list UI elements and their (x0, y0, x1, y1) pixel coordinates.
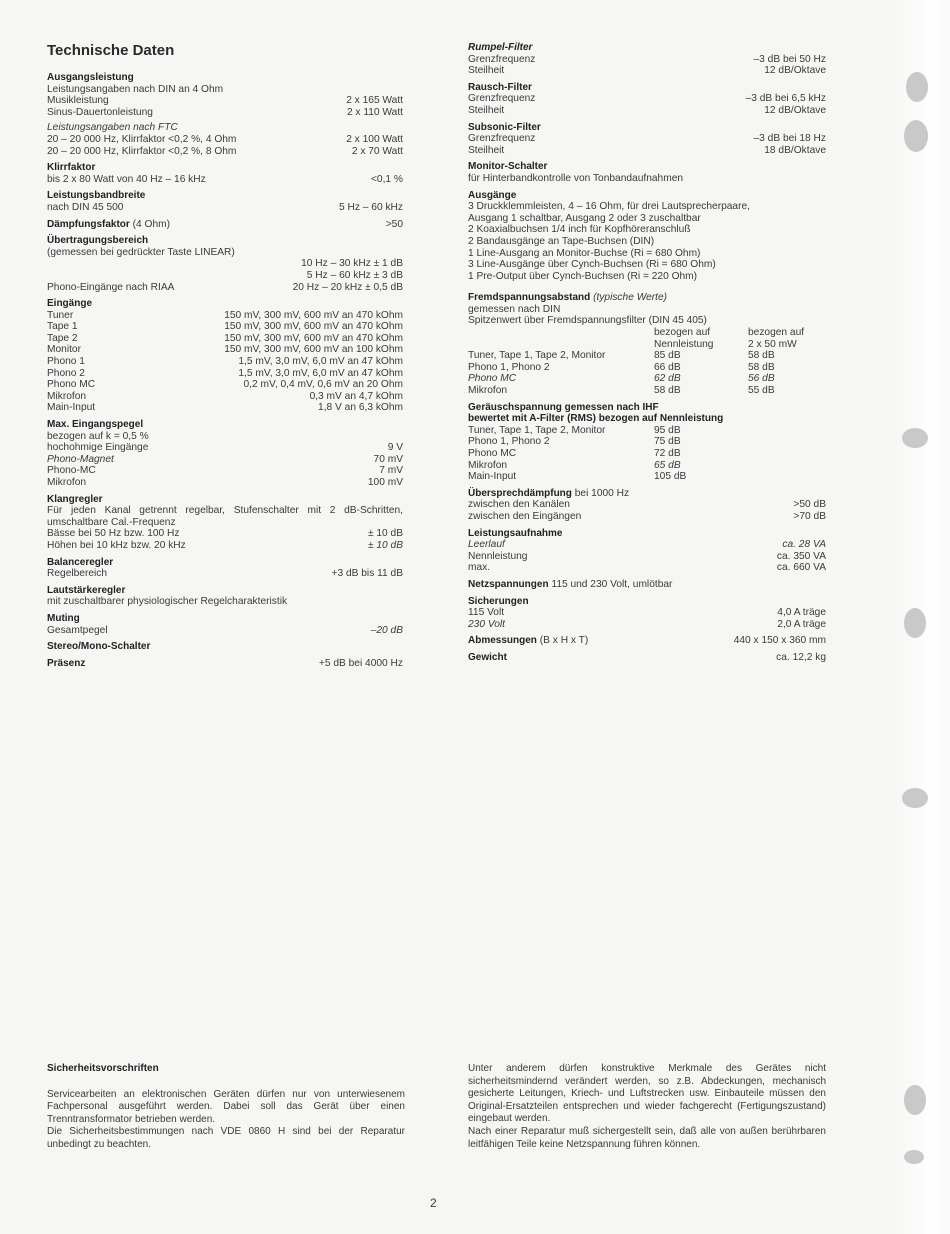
spec-row: Musikleistung 2 x 165 Watt (47, 95, 403, 107)
section-text: 3 Druckklemmleisten, 4 – 16 Ohm, für drei Lautsprecherpaare, (468, 201, 750, 213)
paragraph: Die Sicherheitsbestimmungen nach VDE 0860 H sind bei der Reparatur unbedingt zu beachten. (47, 1126, 405, 1150)
section-balanceregler (47, 557, 403, 580)
section-ausgaenge (468, 190, 826, 283)
section-text: mit zuschaltbarer physiologischer Regelcharakteristik (47, 596, 288, 608)
spec-row: 5 Hz – 60 kHz ± 3 dB (306, 269, 403, 281)
spec-row: Dämpfungsfaktor (4 Ohm) >50 (47, 218, 403, 230)
section-gewicht (468, 652, 826, 664)
binder-hole (902, 788, 928, 808)
section-heading: Stereo/Mono-Schalter (47, 641, 151, 653)
table-row: Tuner, Tape 1, Tape 2, Monitor 95 dB (468, 424, 681, 436)
spec-row: nach DIN 45 500 5 Hz – 60 kHz (47, 201, 403, 213)
section-praesenz (47, 658, 403, 670)
spec-row: Grenzfrequenz –3 dB bei 6,5 kHz (468, 93, 826, 105)
section-text: für Hinterbandkontrolle von Tonbandaufnahmen (468, 172, 684, 184)
section-rausch-filter (468, 82, 826, 117)
section-heading: Übersprechdämpfung (468, 487, 572, 499)
table-row: Phono 1, Phono 2 66 dB 58 dB (468, 361, 775, 373)
section-text: 1 Line-Ausgang an Monitor-Buchse (Ri = 680 Ohm) (468, 247, 701, 259)
section-text: Ausgang 1 schaltbar, Ausgang 2 oder 3 zuschaltbar (468, 212, 701, 224)
section-klirrfaktor (47, 162, 403, 185)
spec-row: Mikrofon 0,3 mV an 4,7 kOhm (47, 390, 403, 402)
section-heading: Leistungsbandbreite (47, 190, 146, 202)
section-text: 2 Bandausgänge an Tape-Buchsen (DIN) (468, 235, 655, 247)
section-lautstaerkeregler (47, 585, 403, 608)
section-fremdspannungsabstand: Fremdspannungsabstand (typische Werte) gemessen nach DIN Spitzenwert über Fremdspannungsfilter (DIN 45 405) bezogen auf bezogen auf Nennleistung 2 x 50 mW Tuner, Tape 1, Tape 2, Monitor 85 dB 58 dB Phono 1, Phono 2 66 dB 58 dB Phono MC 62 dB 56 dB Mikrofon 58 dB 55 dB (468, 292, 826, 396)
spec-row: Steilheit 12 dB/Oktave (468, 104, 826, 116)
spec-row: 20 – 20 000 Hz, Klirrfaktor <0,2 %, 4 Ohm 2 x 100 Watt (47, 133, 403, 145)
spec-row: Abmessungen (B x H x T) 440 x 150 x 360 mm (468, 635, 826, 647)
table-row: Main-Input 105 dB (468, 471, 687, 483)
section-text: (gemessen bei gedrückter Taste LINEAR) (47, 246, 235, 258)
table-row: Tuner, Tape 1, Tape 2, Monitor 85 dB 58 dB (468, 350, 775, 362)
table-row: Phono MC 62 dB 56 dB (468, 373, 775, 385)
section-subsonic-filter (468, 122, 826, 157)
section-heading: Übertragungsbereich (47, 235, 149, 247)
spec-row: Phono-Magnet 70 mV (47, 453, 403, 465)
section-text: Leistungsangaben nach DIN an 4 Ohm (47, 83, 224, 95)
section-sicherungen (468, 596, 826, 631)
section-leistungsbandbreite (47, 190, 403, 213)
section-heading: Netzspannungen (468, 578, 549, 590)
spec-row: Leerlauf ca. 28 VA (468, 539, 826, 551)
spec-row: Sinus-Dauertonleistung 2 x 110 Watt (47, 106, 403, 118)
section-heading: Monitor-Schalter (468, 161, 548, 173)
spec-row: Präsenz +5 dB bei 4000 Hz (47, 657, 403, 669)
page-title: Technische Daten (47, 42, 175, 59)
section-text: Spitzenwert über Fremdspannungsfilter (DIN 45 405) (468, 315, 707, 327)
binder-hole (904, 1150, 924, 1164)
section-heading: Balanceregler (47, 556, 114, 568)
section-heading: Abmessungen (468, 635, 537, 647)
section-eingaenge (47, 298, 403, 414)
section-heading: Max. Eingangspegel (47, 419, 144, 431)
section-heading: Fremdspannungsabstand (468, 292, 591, 304)
binder-hole (904, 120, 928, 152)
spec-row: Grenzfrequenz –3 dB bei 50 Hz (468, 53, 826, 65)
spec-row: 10 Hz – 30 kHz ± 1 dB (301, 258, 403, 270)
spec-row: Monitor 150 mV, 300 mV, 600 mV an 100 kOhm (47, 344, 403, 356)
section-heading: Sicherheitsvorschriften (47, 1063, 159, 1074)
spec-row: Nennleistung ca. 350 VA (468, 550, 826, 562)
section-heading: Lautstärkeregler (47, 584, 126, 596)
spec-row: Tuner 150 mV, 300 mV, 600 mV an 470 kOhm (47, 309, 403, 321)
section-netzspannungen: Netzspannungen 115 und 230 Volt, umlötbar (468, 578, 673, 590)
spec-row: bis 2 x 80 Watt von 40 Hz – 16 kHz <0,1 % (47, 173, 403, 185)
section-heading: Klirrfaktor (47, 162, 96, 174)
section-text: Für jeden Kanal getrennt regelbar, Stufenschalter mit 2 dB-Schritten, umschaltbare Cal.-Frequenz (47, 505, 403, 528)
spec-row: max. ca. 660 VA (468, 562, 826, 574)
section-uebersprechdaempfung: Übersprechdämpfung bei 1000 Hz zwischen den Kanälen >50 dB zwischen den Eingängen >70 dB (468, 487, 826, 522)
right-column (468, 42, 826, 669)
paragraph: Unter anderem dürfen konstruktive Merkmale des Gerätes nicht sicherheitsmindernd verändert werden, so z.B. Abdeckungen, mechanisch gesicherte Leitungen, Kriech- und Luftstrecken usw. Einbauteile müssen den Original-Ersatzteilen entsprechen und wieder fachgerecht (Fertigungszustand) eingebaut werden. (468, 1063, 826, 1125)
spec-row: Tape 2 150 mV, 300 mV, 600 mV an 470 kOhm (47, 332, 403, 344)
section-heading: Ausgangsleistung (47, 72, 134, 83)
spec-row: Mikrofon 100 mV (47, 477, 403, 488)
section-leistungsaufnahme (468, 528, 826, 574)
spec-row: zwischen den Eingängen >70 dB (468, 510, 826, 522)
binder-hole (902, 428, 928, 448)
spec-row: Gewicht ca. 12,2 kg (468, 651, 826, 663)
section-monitor-schalter (468, 161, 826, 184)
spec-row: hochohmige Eingänge 9 V (47, 442, 403, 454)
section-klangregler (47, 494, 403, 552)
section-text: 1 Pre-Output über Cynch-Buchsen (Ri = 220 Ohm) (468, 270, 698, 282)
section-heading: Leistungsaufnahme (468, 527, 563, 539)
spec-row: 20 – 20 000 Hz, Klirrfaktor <0,2 %, 8 Ohm 2 x 70 Watt (47, 145, 403, 157)
spec-row: Höhen bei 10 kHz bzw. 20 kHz ± 10 dB (47, 539, 403, 551)
paragraph: Servicearbeiten an elektronischen Geräten dürfen nur von unterwiesenem Fachpersonal ausgeführt werden. Dabei soll das Gerät über einen Trenntransformator betrieben werden. (47, 1088, 405, 1125)
section-heading: Sicherungen (468, 595, 529, 607)
table-row: Mikrofon 58 dB 55 dB (468, 385, 775, 397)
spec-row: Bässe bei 50 Hz bzw. 100 Hz ± 10 dB (47, 528, 403, 540)
spec-row: Grenzfrequenz –3 dB bei 18 Hz (468, 133, 826, 145)
section-heading: Rumpel-Filter (468, 42, 533, 53)
binder-hole (904, 608, 926, 638)
spec-row: zwischen den Kanälen >50 dB (468, 499, 826, 511)
spec-row: Regelbereich +3 dB bis 11 dB (47, 568, 403, 580)
safety-notes-right (468, 1063, 826, 1151)
paragraph: Nach einer Reparatur muß sichergestellt sein, daß alle von außen berührbaren leitfähigen Teile keine Netzspannung führen können. (468, 1125, 826, 1150)
section-geraeuschspannung (468, 402, 826, 483)
spec-row: 230 Volt 2,0 A träge (468, 618, 826, 630)
section-heading: Muting (47, 612, 80, 624)
section-rumpel-filter (468, 42, 826, 77)
page-number: 2 (430, 1196, 437, 1210)
section-heading: Geräuschspannung gemessen nach IHF (468, 401, 659, 413)
spec-row: Phono 1 1,5 mV, 3,0 mV, 6,0 mV an 47 kOhm (47, 356, 403, 368)
section-muting (47, 613, 403, 636)
spec-row: Tape 1 150 mV, 300 mV, 600 mV an 470 kOhm (47, 321, 403, 333)
section-uebertragungsbereich (47, 235, 403, 293)
spec-row: Main-Input 1,8 V an 6,3 kOhm (47, 402, 403, 414)
section-heading: Dämpfungsfaktor (47, 218, 130, 230)
spec-row: Steilheit 18 dB/Oktave (468, 144, 826, 156)
section-text: 2 Koaxialbuchsen 1/4 inch für Kopfhöreranschluß (468, 224, 691, 236)
safety-notes-left (47, 1063, 405, 1152)
table-row: Phono 1, Phono 2 75 dB (468, 436, 681, 448)
spec-row: Phono MC 0,2 mV, 0,4 mV, 0,6 mV an 20 Ohm (47, 379, 403, 391)
section-text: bezogen auf k = 0,5 % (47, 430, 149, 442)
spec-row: Phono-Eingänge nach RIAA 20 Hz – 20 kHz ± 0,5 dB (47, 281, 403, 293)
spec-row: Steilheit 12 dB/Oktave (468, 65, 826, 77)
section-heading: Klangregler (47, 493, 103, 505)
section-heading: Rausch-Filter (468, 81, 532, 93)
section-text: Leistungsangaben nach FTC (47, 122, 178, 134)
section-heading: Subsonic-Filter (468, 121, 541, 133)
section-ausgangsleistung (47, 72, 403, 157)
left-column (47, 42, 403, 674)
binder-hole (904, 1085, 926, 1115)
section-heading: Ausgänge (468, 189, 517, 201)
spec-row: Gesamtpegel –20 dB (47, 624, 403, 636)
section-abmessungen (468, 635, 826, 647)
section-heading: bewertet mit A-Filter (RMS) bezogen auf Nennleistung (468, 413, 724, 425)
section-text: 3 Line-Ausgänge über Cynch-Buchsen (Ri = 680 Ohm) (468, 259, 716, 271)
spec-row: 115 Volt 4,0 A träge (468, 607, 826, 619)
table-header: bezogen auf bezogen auf Nennleistung 2 x 50 mW (654, 327, 805, 350)
section-daempfungsfaktor (47, 219, 403, 231)
section-text: gemessen nach DIN (468, 303, 561, 315)
table-row: Mikrofon 65 dB (468, 459, 681, 471)
spec-row: Phono-MC 7 mV (47, 465, 403, 477)
binder-hole (906, 72, 928, 102)
section-heading: Eingänge (47, 298, 93, 310)
table-row: Phono MC 72 dB (468, 448, 681, 459)
section-max-eingangspegel (47, 419, 403, 489)
section-stereo-mono (47, 641, 403, 653)
spec-row: Phono 2 1,5 mV, 3,0 mV, 6,0 mV an 47 kOhm (47, 367, 403, 379)
page-edge (892, 0, 950, 1234)
